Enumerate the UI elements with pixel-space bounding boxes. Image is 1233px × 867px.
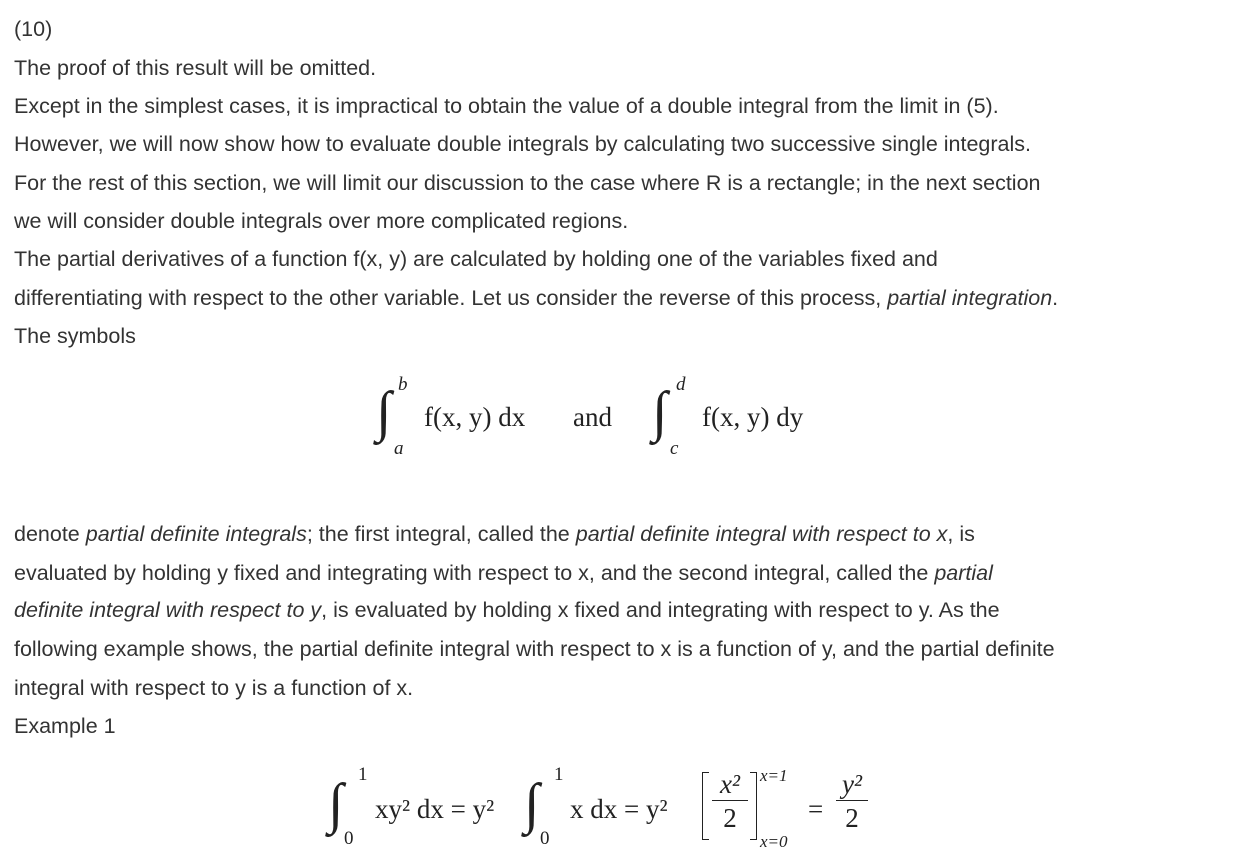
integrand: f(x, y) dx: [424, 402, 526, 432]
fraction-denominator: 2: [836, 800, 868, 835]
equation-number: (10): [14, 17, 53, 41]
fraction-denominator: 2: [712, 800, 748, 835]
paragraph-line: The symbols: [14, 324, 136, 348]
upper-limit: d: [676, 374, 686, 395]
text-run: ; the first integral, called the: [306, 522, 576, 546]
text-run: evaluated by holding y fixed and integrating with respect to x, and the second integral, called the: [14, 561, 935, 585]
paragraph-line: For the rest of this section, we will limit our discussion to the case where R is a rectangle; in the next section: [14, 171, 1041, 195]
integrand: f(x, y) dy: [702, 402, 804, 432]
result-fraction: [836, 768, 868, 835]
paragraph-line: [14, 285, 1058, 311]
emphasis-text: definite integral with respect to y: [14, 598, 322, 622]
paragraph-line: following example shows, the partial definite integral with respect to x is a function of y, and the partial definite: [14, 637, 1055, 661]
emphasis-text: partial definite integrals: [85, 522, 307, 546]
paragraph-line: [14, 521, 975, 547]
evaluation-lower: x=0: [760, 832, 788, 851]
text-run: differentiating with respect to the other variable. Let us consider the reverse of this process,: [14, 286, 888, 310]
emphasis-text: partial definite integral with respect to x: [575, 522, 948, 546]
connector-word: and: [573, 402, 612, 432]
text-run: , is: [947, 522, 975, 546]
integrand-term: xy² dx = y²: [375, 794, 495, 824]
lower-limit: 0: [540, 828, 550, 849]
left-bracket: [702, 772, 709, 840]
lower-limit: 0: [344, 828, 354, 849]
integral-sign: ∫: [524, 773, 540, 835]
paragraph-line: The partial derivatives of a function f(x, y) are calculated by holding one of the variables fixed and: [14, 247, 938, 271]
text-run: .: [1052, 286, 1059, 310]
emphasis-text: partial integration: [887, 286, 1053, 310]
integral-sign: ∫: [652, 381, 668, 443]
text-run: denote: [14, 522, 86, 546]
fraction: [712, 768, 748, 835]
lower-limit: c: [670, 438, 679, 459]
integral-sign: ∫: [328, 773, 344, 835]
upper-limit: 1: [554, 764, 564, 785]
paragraph-line: [14, 597, 1000, 623]
example-label: Example 1: [14, 714, 116, 738]
paragraph-line: we will consider double integrals over more complicated regions.: [14, 209, 629, 233]
emphasis-text: partial: [934, 561, 993, 585]
integrand-term: x dx = y²: [570, 794, 668, 824]
integral-sign: ∫: [376, 381, 392, 443]
paragraph-line: Except in the simplest cases, it is impractical to obtain the value of a double integral from the limit in (5).: [14, 94, 999, 118]
lower-limit: a: [394, 438, 404, 459]
paragraph-proof-omitted: The proof of this result will be omitted.: [14, 56, 377, 80]
right-bracket: [750, 772, 757, 840]
paragraph-line: [14, 560, 993, 586]
paragraph-line: integral with respect to y is a function of x.: [14, 676, 414, 700]
fraction-numerator: x²: [719, 769, 741, 799]
fraction-numerator: y²: [841, 769, 863, 799]
upper-limit: b: [398, 374, 408, 395]
paragraph-line: However, we will now show how to evaluate double integrals by calculating two successive single integrals.: [14, 132, 1031, 156]
equals-sign: =: [808, 794, 824, 824]
text-run: , is evaluated by holding x fixed and integrating with respect to y. As the: [321, 598, 1000, 622]
upper-limit: 1: [358, 764, 368, 785]
evaluation-upper: x=1: [760, 766, 788, 785]
